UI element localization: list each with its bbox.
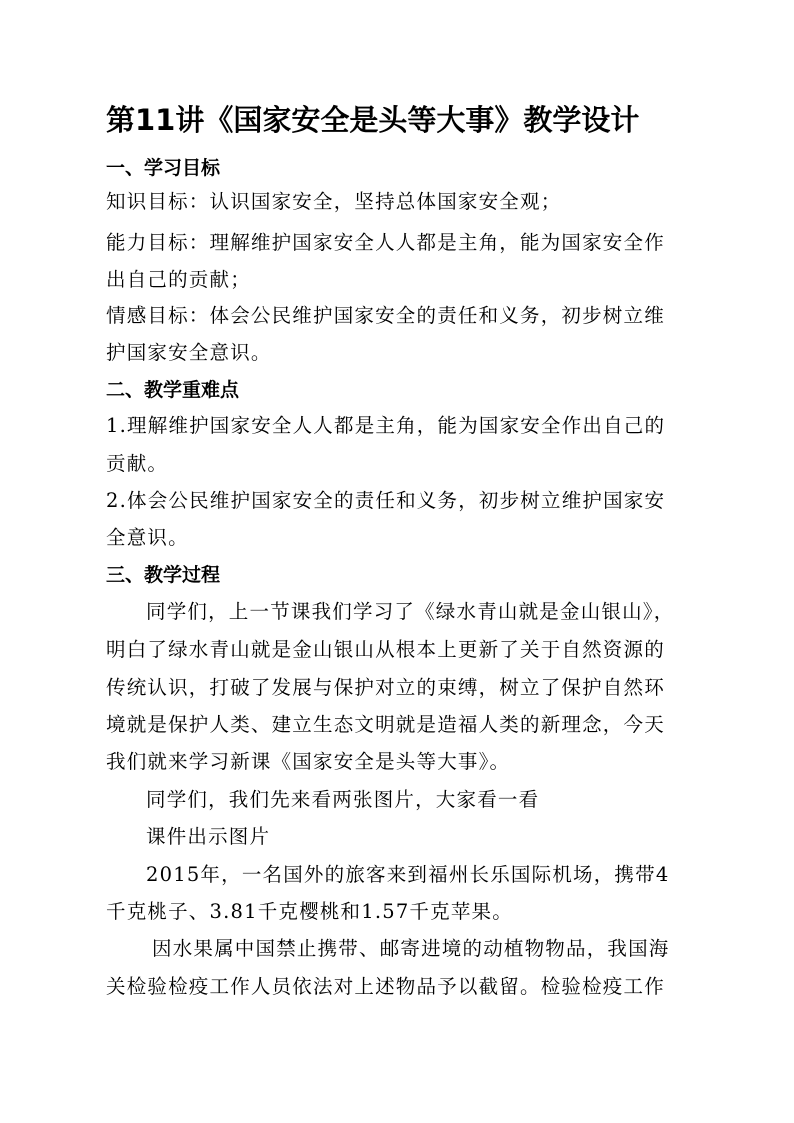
paragraph-line: 千克桃子、3.81千克樱桃和1.57千克苹果。 — [106, 900, 513, 923]
paragraph-line: 2.体会公民维护国家安全的责任和义务，初步树立维护国家安 — [106, 489, 666, 512]
paragraph-line: 我们就来学习新课《国家安全是头等大事》。 — [106, 750, 511, 773]
paragraph-line: 因水果属中国禁止携带、邮寄进境的动植物物品，我国海 — [152, 937, 670, 960]
document-title: 第11讲《国家安全是头等大事》教学设计 — [106, 103, 640, 137]
paragraph-line: 出自己的贡献； — [106, 268, 251, 291]
paragraph-line: 全意识。 — [106, 526, 189, 549]
section-heading-key-points: 二、教学重难点 — [106, 379, 240, 401]
paragraph-line: 传统认识，打破了发展与保护对立的束缚，树立了保护自然环 — [106, 676, 665, 699]
paragraph-line: 能力目标：理解维护国家安全人人都是主角，能为国家安全作 — [106, 231, 665, 254]
paragraph-line: 情感目标：体会公民维护国家安全的责任和义务，初步树立维 — [106, 304, 665, 327]
section-heading-learning-goals: 一、学习目标 — [106, 157, 221, 179]
paragraph-line: 知识目标：认识国家安全，坚持总体国家安全观； — [106, 190, 562, 213]
paragraph-line: 2015年，一名国外的旅客来到福州长乐国际机场，携带4 — [146, 863, 670, 886]
paragraph-line: 1.理解维护国家安全人人都是主角，能为国家安全作出自己的 — [106, 414, 666, 437]
section-heading-teaching-process: 三、教学过程 — [106, 564, 221, 586]
paragraph-line: 课件出示图片 — [146, 825, 271, 848]
paragraph-line: 关检验检疫工作人员依法对上述物品予以截留。检验检疫工作 — [106, 975, 665, 998]
paragraph-line: 护国家安全意识。 — [106, 341, 272, 364]
paragraph-line: 明白了绿水青山就是金山银山从根本上更新了关于自然资源的 — [106, 638, 665, 661]
paragraph-line: 同学们，上一节课我们学习了《绿水青山就是金山银山》， — [146, 600, 675, 623]
paragraph-line: 同学们，我们先来看两张图片，大家看一看 — [146, 788, 540, 811]
paragraph-line: 境就是保护人类、建立生态文明就是造福人类的新理念，今天 — [106, 713, 665, 736]
paragraph-line: 贡献。 — [106, 452, 169, 475]
